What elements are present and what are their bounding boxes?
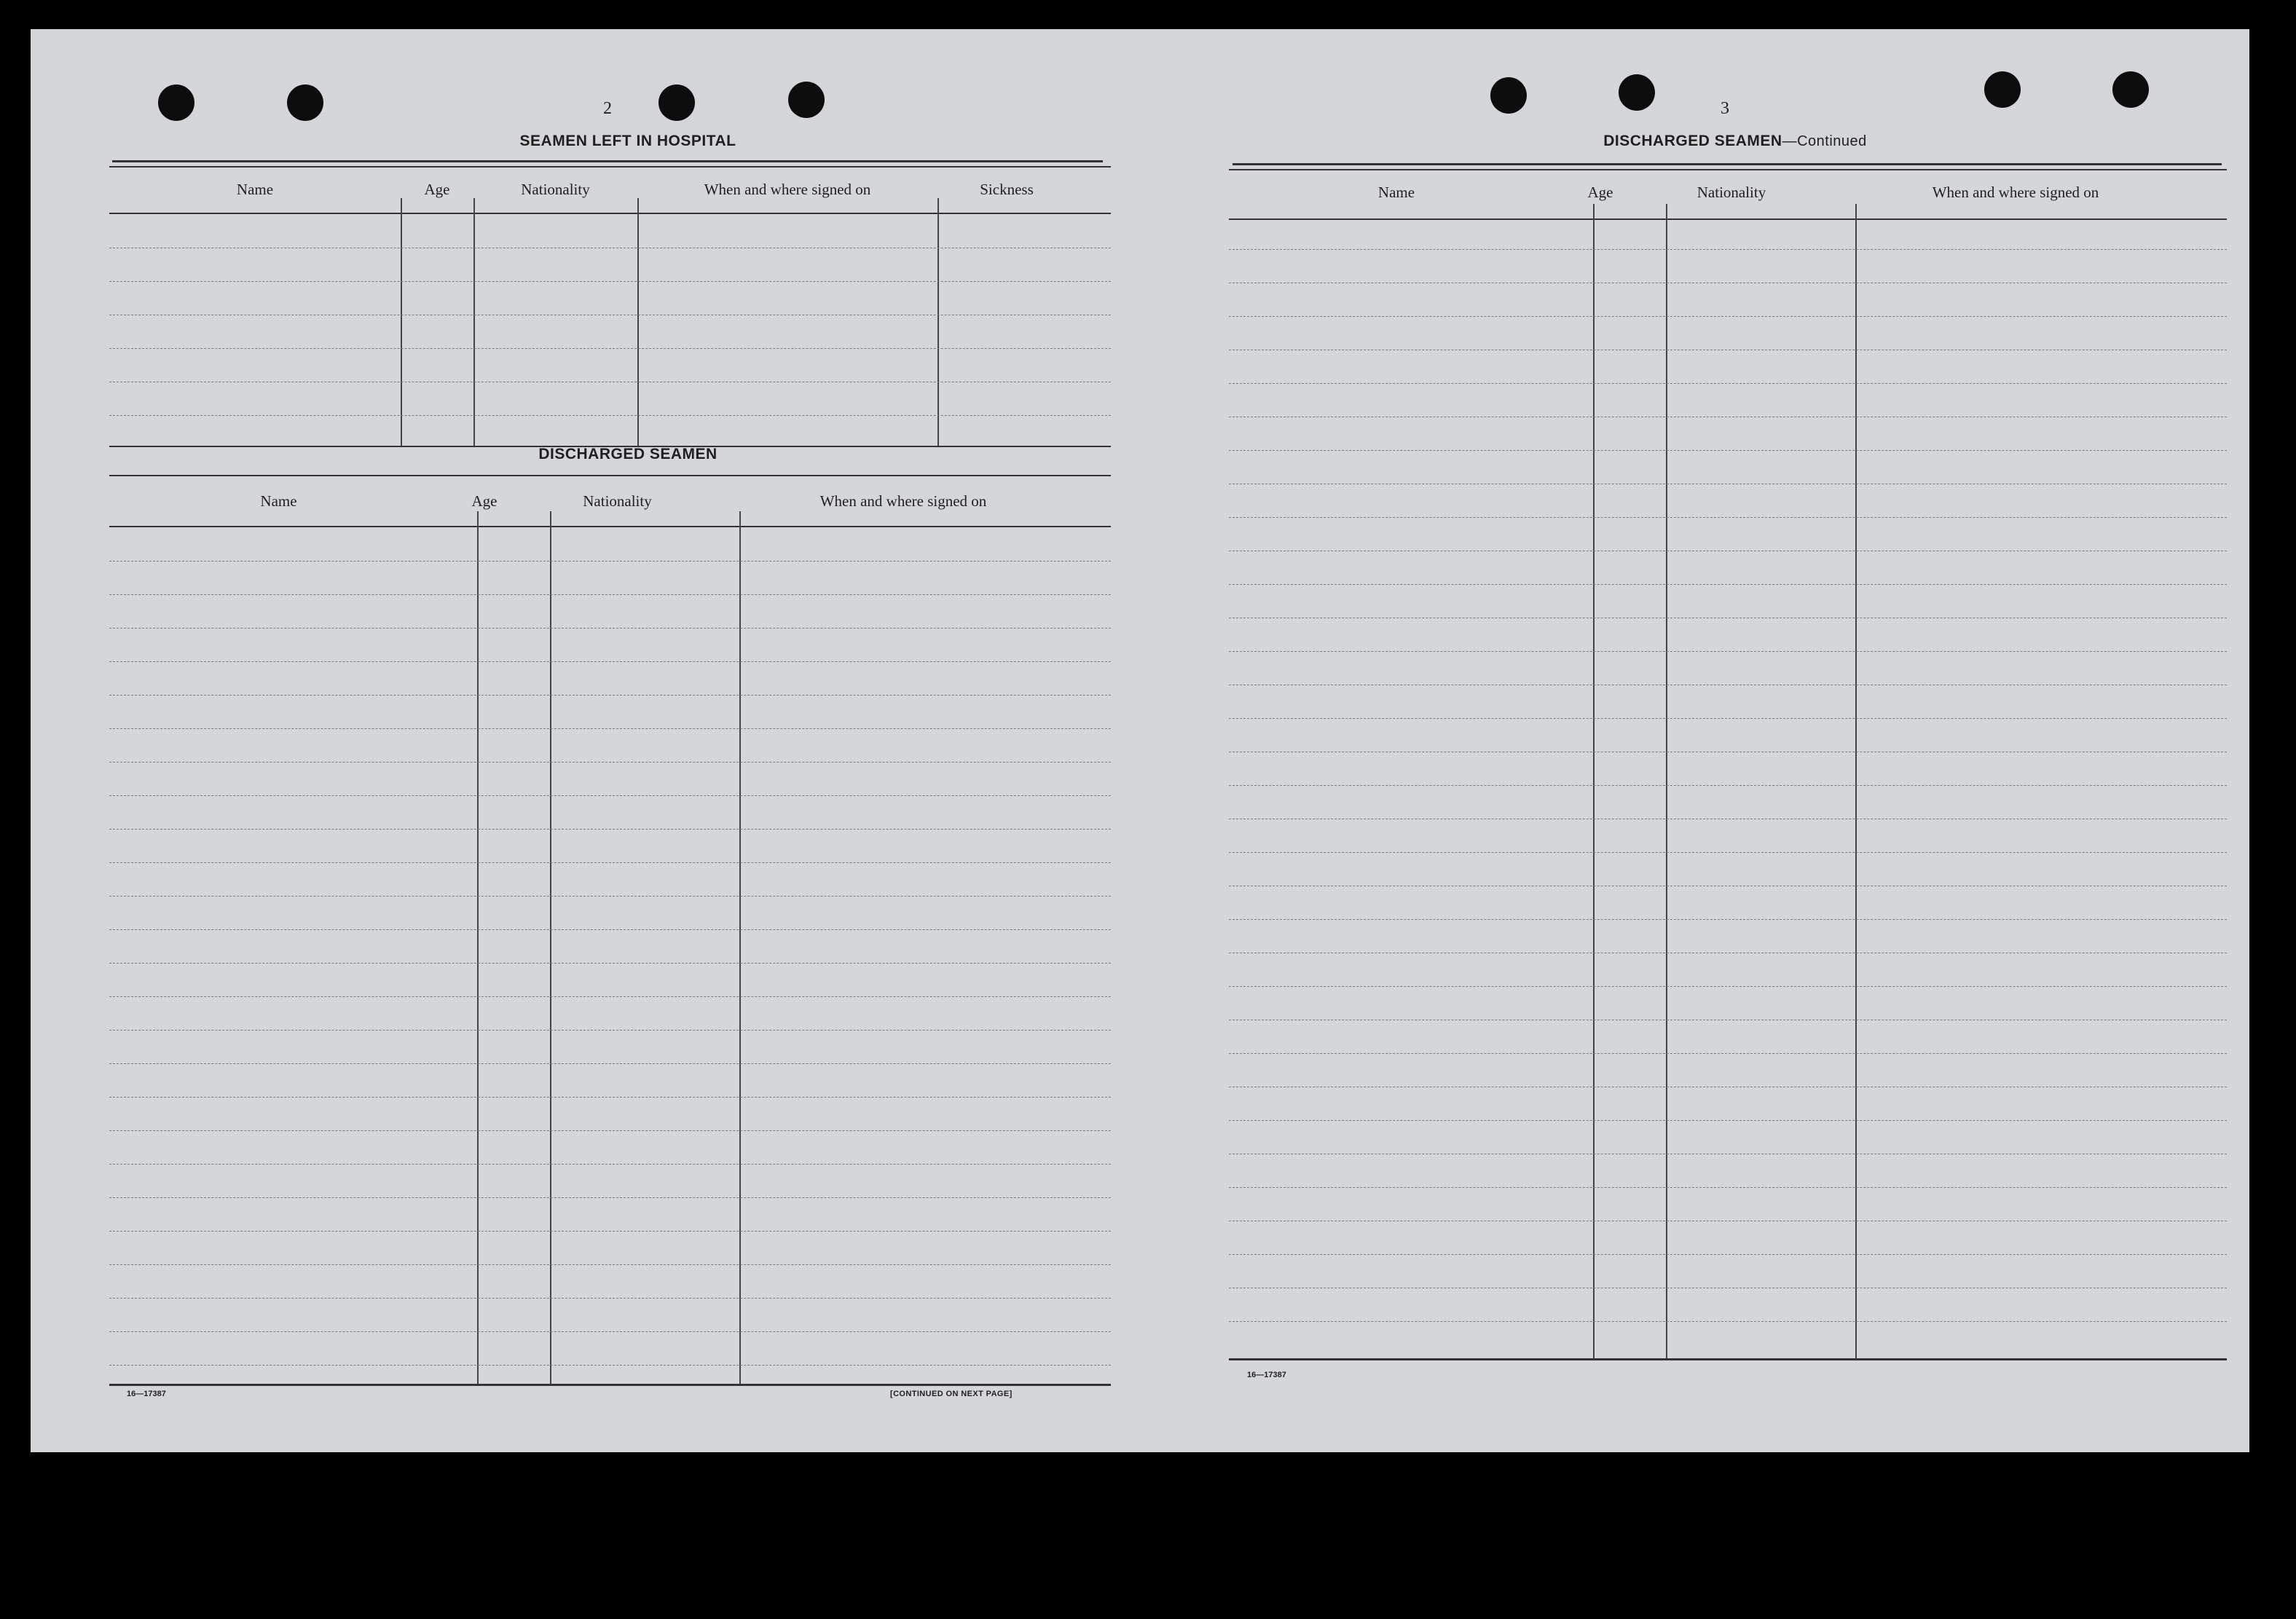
col-header-nationality: Nationality (583, 492, 652, 510)
table-bottom-rule (1229, 1358, 2227, 1360)
punch-hole (658, 84, 695, 121)
table-row (109, 829, 1111, 830)
table-row (109, 594, 1111, 595)
table-row (1229, 1321, 2227, 1322)
section-title-suffix: —Continued (1782, 133, 1867, 149)
table-row (109, 661, 1111, 662)
continued-note: [CONTINUED ON NEXT PAGE] (890, 1390, 1013, 1398)
table-row (109, 862, 1111, 863)
hospital-table (109, 166, 1111, 446)
table-row (109, 996, 1111, 997)
punch-hole (158, 84, 194, 121)
table-row (109, 695, 1111, 696)
table-row (1229, 785, 2227, 786)
table-row (1229, 986, 2227, 987)
col-header-age: Age (471, 492, 498, 510)
table-row (109, 281, 1111, 282)
table-row (109, 1298, 1111, 1299)
header-top-rule (1229, 169, 2227, 170)
table-row (1229, 249, 2227, 250)
col-header-signed-on: When and where signed on (704, 181, 871, 198)
table-row (109, 1197, 1111, 1198)
col-header-signed-on: When and where signed on (819, 492, 987, 510)
discharged-section-title: DISCHARGED SEAMEN (538, 446, 718, 462)
table-row (1229, 517, 2227, 518)
title-rule (112, 160, 1103, 162)
table-row (109, 1030, 1111, 1031)
punch-hole (1490, 77, 1527, 114)
table-row (109, 415, 1111, 416)
table-row (1229, 450, 2227, 451)
table-bottom-rule (109, 1384, 1111, 1386)
col-divider (1855, 204, 1857, 1358)
discharged-table (109, 475, 1111, 1384)
col-divider (739, 511, 741, 1384)
col-header-sickness: Sickness (980, 181, 1034, 198)
punch-hole (287, 84, 323, 121)
table-row (109, 1365, 1111, 1366)
table-row (1229, 383, 2227, 384)
col-header-age: Age (1587, 184, 1613, 201)
page-number-right: 3 (1721, 99, 1729, 118)
table-row (109, 1331, 1111, 1332)
table-row (109, 795, 1111, 796)
col-header-nationality: Nationality (1697, 184, 1766, 201)
col-header-name: Name (236, 181, 274, 198)
table-row (109, 1164, 1111, 1165)
document-sheet (31, 29, 2249, 1452)
table-row (109, 1063, 1111, 1064)
col-divider (550, 511, 551, 1384)
col-header-name: Name (260, 492, 297, 510)
table-row (1229, 316, 2227, 317)
table-row (1229, 584, 2227, 585)
table-row (109, 1130, 1111, 1131)
col-divider (473, 198, 475, 446)
table-row (109, 728, 1111, 729)
col-divider (1666, 204, 1667, 1358)
header-bottom-rule (109, 213, 1111, 214)
table-row (109, 963, 1111, 964)
section-title-text: DISCHARGED SEAMEN (1603, 133, 1782, 149)
table-row (109, 1264, 1111, 1265)
col-header-nationality: Nationality (521, 181, 590, 198)
col-divider (477, 511, 479, 1384)
table-row (1229, 1254, 2227, 1255)
col-divider (401, 198, 402, 446)
form-number-left: 16—17387 (127, 1390, 166, 1398)
punch-hole (2112, 71, 2149, 108)
header-top-rule (109, 166, 1111, 168)
form-number-right: 16—17387 (1247, 1371, 1286, 1379)
col-header-signed-on: When and where signed on (1932, 184, 2099, 201)
table-row (1229, 1053, 2227, 1054)
table-row (1229, 852, 2227, 853)
table-row (1229, 718, 2227, 719)
table-row (1229, 651, 2227, 652)
table-row (109, 896, 1111, 897)
title-rule (1232, 163, 2222, 165)
table-row (109, 348, 1111, 349)
page-number-left: 2 (603, 99, 612, 118)
punch-hole (788, 82, 825, 118)
discharged-continued-title (1415, 133, 2056, 150)
hospital-section-title: SEAMEN LEFT IN HOSPITAL (519, 133, 736, 149)
header-bottom-rule (109, 526, 1111, 527)
col-header-age: Age (424, 181, 450, 198)
table-row (109, 929, 1111, 930)
table-row (1229, 1120, 2227, 1121)
table-row (109, 628, 1111, 629)
table-row (109, 762, 1111, 763)
discharged-continued-table (1229, 169, 2227, 1363)
header-top-rule (109, 475, 1111, 476)
table-row (109, 1097, 1111, 1098)
table-row (1229, 1187, 2227, 1188)
col-divider (1593, 204, 1595, 1358)
punch-hole (1984, 71, 2021, 108)
punch-hole (1619, 74, 1655, 111)
table-row (109, 561, 1111, 562)
table-row (1229, 919, 2227, 920)
header-bottom-rule (1229, 218, 2227, 220)
col-divider (937, 198, 939, 446)
col-divider (637, 198, 639, 446)
table-row (109, 1231, 1111, 1232)
col-header-name: Name (1377, 184, 1415, 201)
